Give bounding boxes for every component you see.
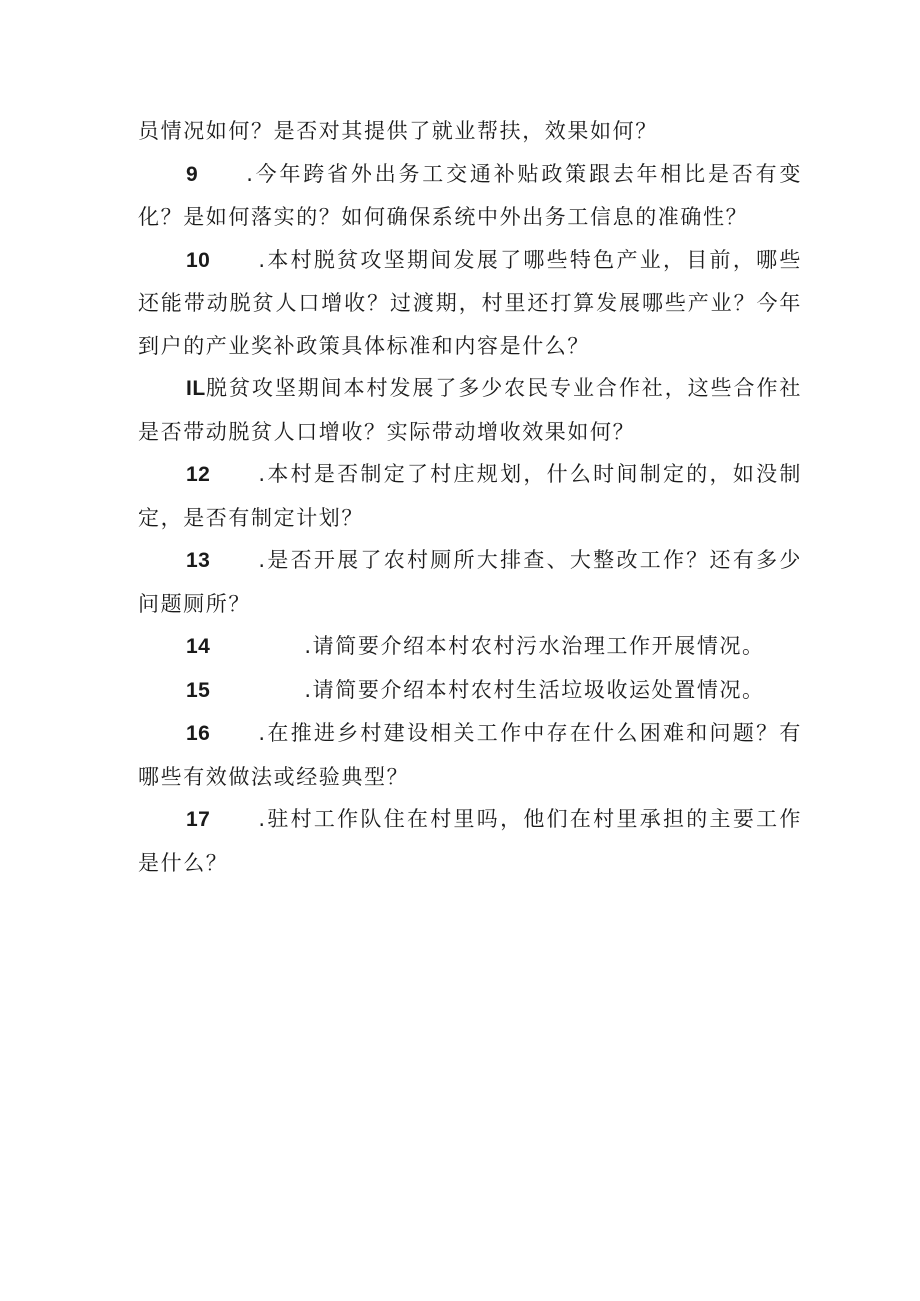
paragraph-text: 员情况如何？是否对其提供了就业帮扶，效果如何？: [138, 119, 658, 143]
question-number: 14: [186, 635, 211, 658]
question-separator: .: [258, 462, 267, 486]
question-separator: .: [258, 548, 267, 572]
question-text: 脱贫攻坚期间本村发展了多少农民专业合作社，这些合作社是否带动脱贫人口增收？实际带动增收效果如何？: [138, 376, 802, 444]
question-text: 今年跨省外出务工交通补贴政策跟去年相比是否有变化？是如何落实的？如何确保系统中外出务工信息的准确性？: [138, 161, 802, 229]
question-separator: .: [258, 247, 267, 272]
question-number: 16: [186, 722, 211, 745]
question-separator: .: [304, 677, 313, 702]
document-body: [138, 110, 802, 884]
question-number: 10: [186, 248, 211, 272]
question-10: [138, 239, 802, 368]
question-number: 12: [186, 463, 211, 486]
question-separator: .: [304, 634, 313, 658]
question-text: 请简要介绍本村农村污水治理工作开展情况。: [312, 634, 765, 658]
question-12: [138, 453, 802, 539]
question-number: 13: [186, 549, 211, 572]
question-text: 驻村工作队住在村里吗，他们在村里承担的主要工作是什么？: [138, 807, 802, 875]
question-11: [138, 367, 802, 453]
question-text: 在推进乡村建设相关工作中存在什么困难和问题？有哪些有效做法或经验典型？: [138, 721, 802, 789]
question-separator: .: [246, 161, 255, 186]
question-text: 本村脱贫攻坚期间发展了哪些特色产业，目前，哪些还能带动脱贫人口增收？过渡期，村里还打算发展哪些产业？今年到户的产业奖补政策具体标准和内容是什么？: [138, 247, 802, 358]
paragraph-continuation: [138, 110, 802, 153]
question-text: 请简要介绍本村农村生活垃圾收运处置情况。: [312, 677, 765, 702]
question-15: [138, 669, 802, 713]
question-text: 是否开展了农村厕所大排查、大整改工作？还有多少问题厕所？: [138, 548, 802, 616]
question-17: [138, 798, 802, 884]
question-text: 本村是否制定了村庄规划，什么时间制定的，如没制定，是否有制定计划？: [138, 462, 802, 530]
question-number: 15: [186, 678, 211, 702]
question-number: IL: [186, 377, 206, 400]
question-number: 17: [186, 808, 211, 831]
question-14: [138, 625, 802, 669]
question-separator: .: [258, 721, 267, 745]
question-16: [138, 712, 802, 798]
question-9: [138, 153, 802, 239]
question-separator: .: [258, 807, 267, 831]
question-13: [138, 539, 802, 625]
question-number: 9: [186, 162, 199, 186]
